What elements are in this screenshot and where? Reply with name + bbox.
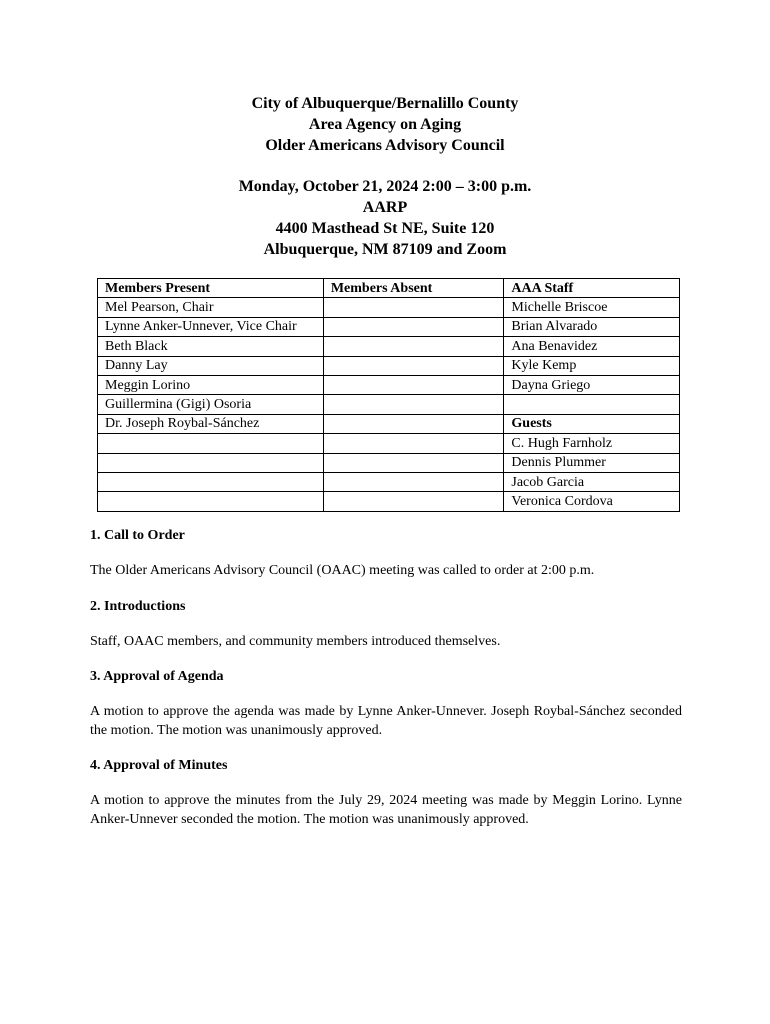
table-cell (323, 298, 504, 317)
table-row (98, 317, 680, 336)
aaa-staff-header: AAA Staff (504, 279, 680, 298)
document-header (0, 93, 770, 260)
table-cell (323, 337, 504, 356)
table-cell: Guillermina (Gigi) Osoria (98, 395, 324, 414)
table-cell: Ana Benavidez (504, 337, 680, 356)
table-cell (98, 434, 324, 453)
table-cell: Mel Pearson, Chair (98, 298, 324, 317)
section-body-approval-of-minutes: A motion to approve the minutes from the July 29, 2024 meeting was made by Meggin Lorino. Lynne Anker-Unnever seconded the motion. The motion was unanimously approved. (90, 793, 682, 827)
table-cell (323, 395, 504, 414)
table-row (98, 337, 680, 356)
table-cell (323, 492, 504, 511)
table-cell: Meggin Lorino (98, 375, 324, 394)
members-absent-header: Members Absent (323, 279, 504, 298)
table-row (98, 414, 680, 433)
table-row (98, 472, 680, 491)
table-cell (323, 356, 504, 375)
meeting-date-time: Monday, October 21, 2024 2:00 – 3:00 p.m. (238, 178, 532, 195)
org-name: City of Albuquerque/Bernalillo County (251, 95, 519, 112)
table-cell (98, 472, 324, 491)
section-body-call-to-order: The Older Americans Advisory Council (OAAC) meeting was called to order at 2:00 p.m. (90, 563, 595, 578)
table-cell: Dayna Griego (504, 375, 680, 394)
council-name: Older Americans Advisory Council (265, 137, 505, 154)
agency-name: Area Agency on Aging (308, 116, 462, 133)
section-title-approval-of-minutes: 4. Approval of Minutes (90, 758, 228, 773)
minutes-sections (90, 527, 682, 846)
section-body-approval-of-agenda: A motion to approve the agenda was made by Lynne Anker-Unnever. Joseph Roybal-Sánchez seconded the motion. The motion was unanimously approved. (90, 704, 682, 738)
table-cell: Dr. Joseph Roybal-Sánchez (98, 414, 324, 433)
attendance-table (97, 278, 680, 512)
table-cell: Beth Black (98, 337, 324, 356)
table-cell (323, 414, 504, 433)
table-cell: Danny Lay (98, 356, 324, 375)
table-cell (98, 492, 324, 511)
table-cell: Jacob Garcia (504, 472, 680, 491)
table-row (98, 298, 680, 317)
table-cell (323, 375, 504, 394)
table-cell: Dennis Plummer (504, 453, 680, 472)
table-row (98, 434, 680, 453)
guests-header: Guests (504, 414, 680, 433)
table-row (98, 395, 680, 414)
table-cell: Brian Alvarado (504, 317, 680, 336)
section-title-introductions: 2. Introductions (90, 598, 186, 614)
meeting-city: Albuquerque, NM 87109 and Zoom (263, 241, 507, 258)
table-row (98, 356, 680, 375)
table-cell (504, 395, 680, 414)
table-row (98, 375, 680, 394)
section-body-introductions: Staff, OAAC members, and community members introduced themselves. (90, 633, 501, 649)
table-cell: Lynne Anker-Unnever, Vice Chair (98, 317, 324, 336)
table-row (98, 492, 680, 511)
table-cell (98, 453, 324, 472)
table-cell (323, 472, 504, 491)
section-title-approval-of-agenda: 3. Approval of Agenda (90, 669, 224, 684)
table-cell: Kyle Kemp (504, 356, 680, 375)
table-row (98, 453, 680, 472)
meeting-address: 4400 Masthead St NE, Suite 120 (275, 220, 495, 237)
members-present-header: Members Present (98, 279, 324, 298)
meeting-venue: AARP (362, 199, 408, 216)
table-cell (323, 453, 504, 472)
table-cell (323, 434, 504, 453)
table-cell: Michelle Briscoe (504, 298, 680, 317)
section-title-call-to-order: 1. Call to Order (90, 528, 185, 543)
table-cell (323, 317, 504, 336)
table-cell: Veronica Cordova (504, 492, 680, 511)
attendance-header-row (98, 279, 680, 298)
table-cell: C. Hugh Farnholz (504, 434, 680, 453)
